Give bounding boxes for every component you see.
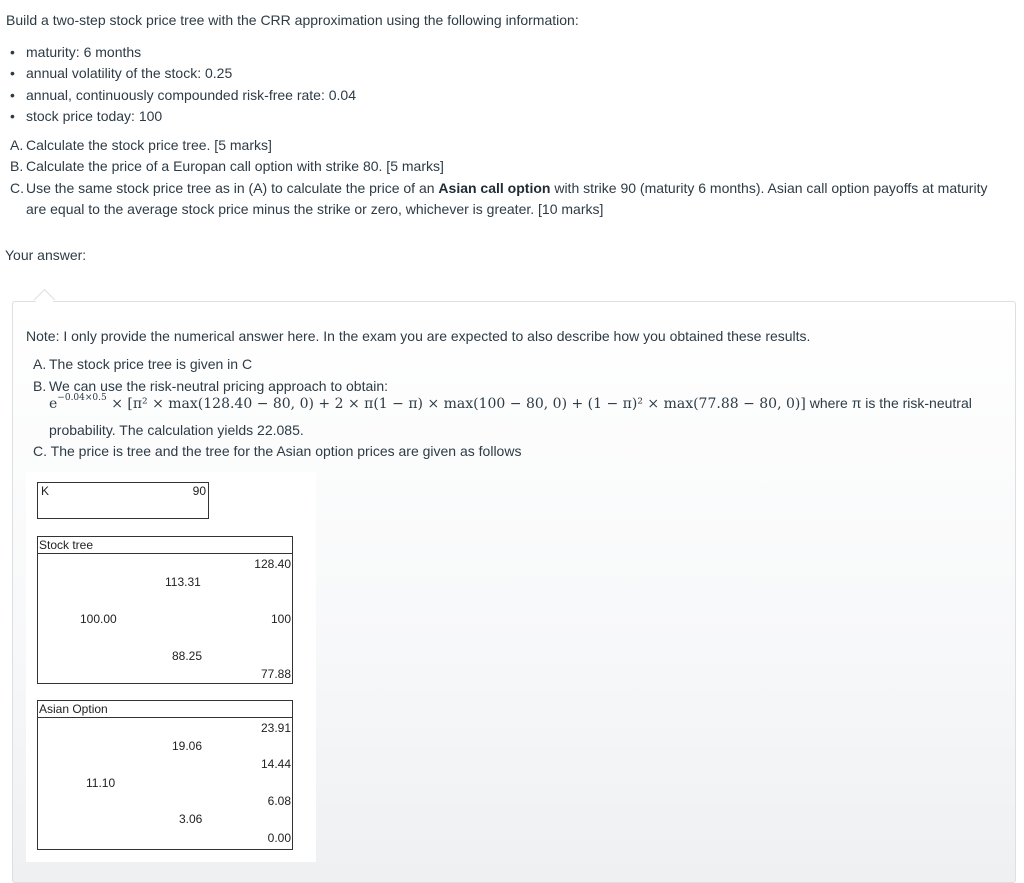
stock-tree-label: Stock tree — [39, 538, 94, 552]
asian-option-label: Asian Option — [39, 702, 108, 716]
asian-node: 6.08 — [267, 794, 291, 808]
answer-a: A. The stock price tree is given in C — [33, 356, 253, 372]
asian-node: 11.10 — [86, 776, 116, 790]
list-item: • annual volatility of the stock: 0.25 — [10, 65, 356, 86]
answer-b-result: probability. The calculation yields 22.085. — [49, 422, 304, 438]
asian-node: 3.06 — [179, 812, 203, 826]
asian-node: 19.06 — [172, 739, 203, 753]
part-a: A. Calculate the stock price tree. [5 marks] — [10, 137, 272, 153]
stock-tree-box — [37, 536, 293, 684]
part-c: C. Use the same stock price tree as in (A) to calculate the price of an Asian call option with strike 90 (maturity 6 months). Asian call option payoffs at maturity are equal to the average stock price minus the strike or zero, whichever is greater. [10 marks] — [10, 179, 988, 217]
stock-node: 100 — [270, 612, 291, 626]
answer-list — [33, 354, 993, 397]
answer-b: B. We can use the risk-neutral pricing approach to obtain: — [33, 377, 389, 394]
your-answer-label: Your answer: — [5, 247, 87, 263]
given-info-list — [10, 44, 356, 129]
asian-node: 23.91 — [260, 721, 291, 735]
spreadsheet-image — [26, 472, 316, 862]
strike-box — [37, 482, 209, 519]
asian-node: 14.44 — [260, 757, 291, 771]
stock-node: 77.88 — [260, 667, 291, 681]
stock-node: 113.31 — [165, 575, 201, 589]
stock-node: 128.40 — [254, 557, 291, 571]
asian-call-option-bold: Asian call option — [438, 179, 551, 196]
question-intro: Build a two-step stock price tree with the CRR approximation using the following information: — [6, 12, 579, 28]
strike-label: K — [41, 484, 50, 498]
answer-note: Note: I only provide the numerical answer here. In the exam you are expected to also describe how you obtained these results. — [26, 328, 811, 344]
list-item: • stock price today: 100 — [10, 108, 356, 129]
stock-node: 100.00 — [80, 612, 117, 626]
answer-c: C. The price is tree and the tree for the Asian option prices are given as follows — [33, 443, 522, 459]
asian-node: 0.00 — [267, 831, 291, 845]
asian-option-box — [37, 700, 293, 850]
strike-value: 90 — [192, 484, 206, 498]
list-item: • maturity: 6 months — [10, 44, 356, 65]
question-parts — [10, 135, 1010, 220]
stock-node: 88.25 — [172, 649, 203, 663]
risk-neutral-formula: $e^{-0.04\times 0.5} \times [\pi^2 \times \max(128.40 - 80$, 0) + 2 × π(1 − π) × max(100 − 80, 0) + (1 − π)² × max(77.88 − 80, 0)] where π is the risk-neutral — [49, 393, 972, 412]
part-b: B. Calculate the price of a Europan call option with strike 80. [5 marks] — [10, 158, 444, 175]
list-item: • annual, continuously compounded risk-free rate: 0.04 — [10, 87, 356, 108]
